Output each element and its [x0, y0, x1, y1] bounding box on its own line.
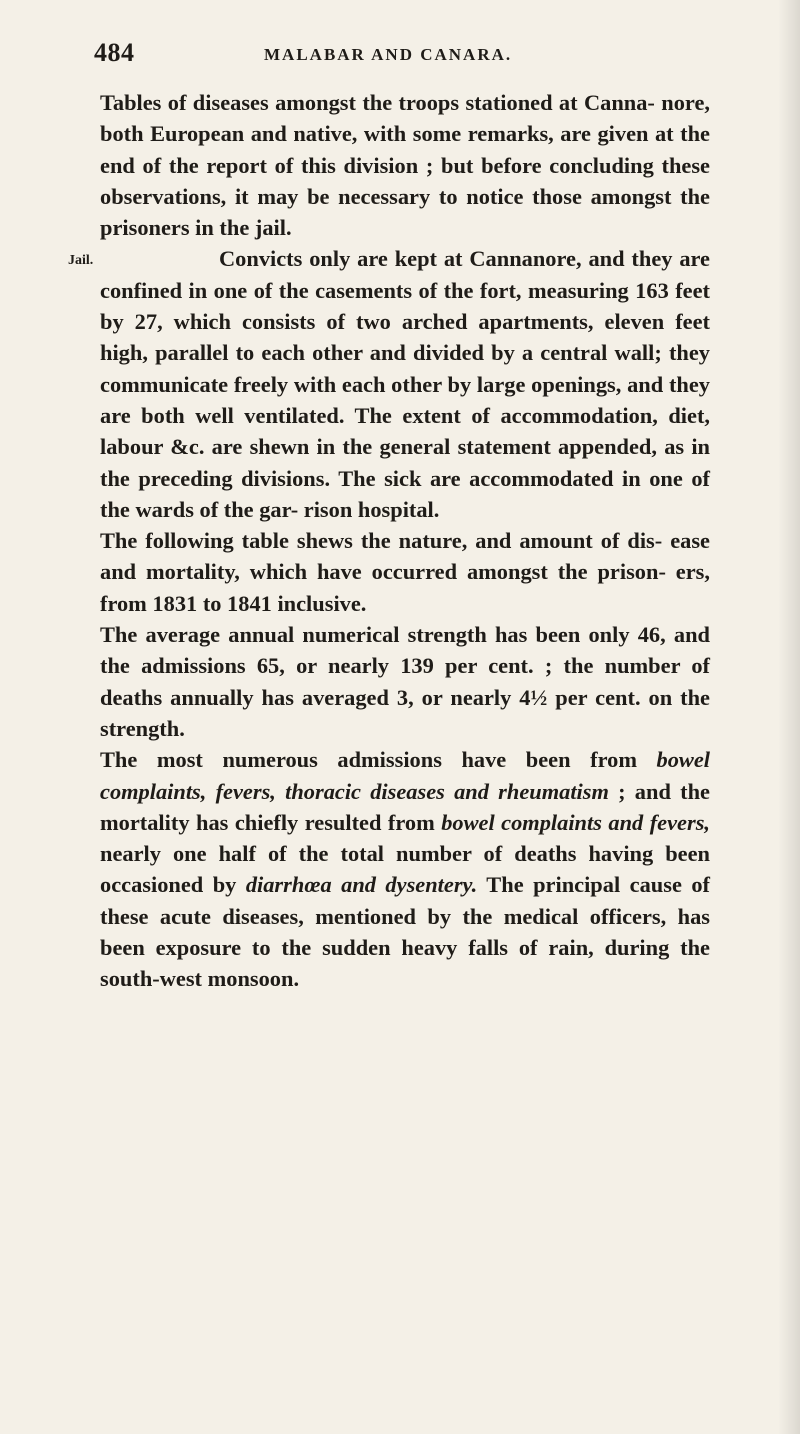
admissions-text-1: The most numerous admissions have been from [100, 747, 657, 773]
paragraph-intro-text: Tables of diseases amongst the troops stationed at Canna- nore, both European and native, with some remarks, are given at the end of the report of this division ; but before concluding these observations, it may be necessary to notice those amongst the prisoners in the jail. [100, 90, 710, 241]
page-edge-shadow [778, 0, 800, 1434]
paragraph-admissions [100, 744, 710, 994]
paragraph-table-intro [100, 525, 710, 619]
admissions-text-2: ; and the mortality has chiefly resulted from [100, 778, 710, 835]
paragraph-jail-text: Convicts only are kept at Cannanore, and they are confined in one of the casements of the fort, measuring 163 feet by 27, which consists of two arched apartments, eleven feet high, parallel to each other and divided by a central wall; they communicate freely with each other by large openings, and they are both well ventilated. The extent of accommodation, diet, labour &c. are shewn in the general statement appended, as in the preceding divisions. The sick are accommodated in one of the wards of the gar- rison hospital. [100, 246, 710, 522]
body-text [68, 87, 711, 995]
paragraph-intro [100, 87, 710, 243]
page-number: 484 [94, 38, 135, 67]
running-head: MALABAR AND CANARA. [264, 45, 513, 64]
paragraph-jail [68, 243, 710, 525]
paragraph-table-intro-text: The following table shews the nature, and amount of dis- ease and mortality, which have occurred amongst the prison- ers, from 1831 to 1841 inclusive. [100, 528, 710, 616]
jail-side-note: Jail. [68, 253, 94, 269]
admissions-italic-1: bowel complaints, fevers, thoracic diseases and rheumatism [100, 747, 710, 804]
page-header [94, 38, 710, 70]
admissions-text-4: The principal cause of these acute diseases, mentioned by the medical officers, has been exposure to the sudden heavy falls of rain, during the south-west monsoon. [100, 872, 710, 992]
admissions-italic-2: bowel complaints and fevers, [441, 809, 711, 835]
admissions-text-3: nearly one half of the total number of deaths having been occasioned by [100, 841, 710, 898]
paragraph-average-strength-text: The average annual numerical strength has been only 46, and the admissions 65, or nearly 139 per cent. ; the number of deaths annually has averaged 3, or nearly 4½ per cent. on the strength. [100, 622, 710, 741]
paragraph-average-strength [100, 619, 710, 744]
admissions-italic-3: diarrhœa and dysentery. [245, 872, 478, 898]
